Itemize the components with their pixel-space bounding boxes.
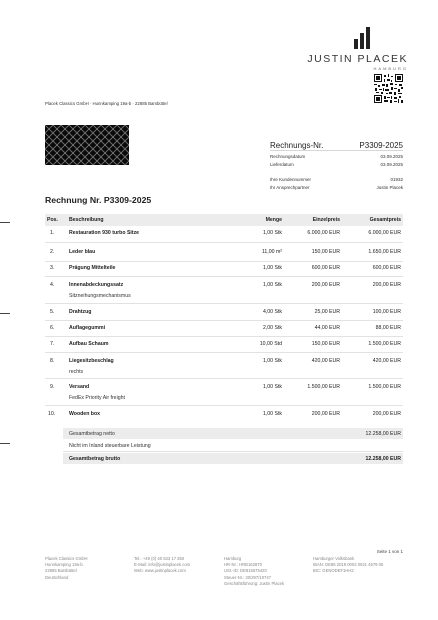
fold-mark-middle [0,313,10,314]
brand-name: JUSTIN PLACEK [307,53,408,65]
row-2-pos: 2. [50,249,55,255]
row-10-pos: 10. [48,411,56,417]
footer-contact: Tel.: +49 (0) 40 633 17 350 E-Mail: info@justinplacek.com Web: www.justinplacek.com [134,556,191,574]
row-5-pos: 5. [50,309,55,315]
row-6-total: 88,00 EUR [375,325,401,331]
net-total-label: Gesamtbetrag netto [69,431,115,437]
row-7-description: Aufbau Schaum [69,341,109,347]
page-indicator: Seite 1 von 1 [376,549,403,554]
row-4-description: Innenabdeckungssatz [69,282,124,288]
row-3-description: Prägung Mittelteile [69,265,116,271]
row-7-pos: 7. [50,341,55,347]
header-pos: Pos. [47,217,58,223]
row-divider [45,352,403,353]
row-divider [45,378,403,379]
header-quantity: Menge [265,217,282,223]
totals-divider [63,451,403,452]
sender-address-line: Placek Classics GmbH · Hunnkamping 19a-b · 22885 Barsbüttel [45,101,168,106]
invoice-title: Rechnung Nr. P3309-2025 [45,195,152,205]
gross-total-value: 12.258,00 EUR [365,456,401,462]
row-6-unit-price: 44,00 EUR [314,325,340,331]
row-10-description: Wooden box [69,411,101,417]
row-5-unit-price: 25,00 EUR [314,309,340,315]
row-10-unit-price: 200,00 EUR [311,411,340,417]
row-3-pos: 3. [50,265,55,271]
row-divider [45,261,403,262]
row-6-pos: 6. [50,325,55,331]
row-9-subtext: FedEx Priority Air freight [69,395,125,401]
row-5-total: 100,00 EUR [372,309,401,315]
meta-row-contact-person: Ihr Ansprechpartner Justin Placek [270,185,403,190]
row-divider [45,320,403,321]
row-8-quantity: 1,00 Stk [262,358,282,364]
row-5-quantity: 4,00 Stk [262,309,282,315]
row-1-unit-price: 6.000,00 EUR [307,230,340,236]
footer-company-address: Placek Classics GmbH Hunnkamping 19a-b 22885 Barsbüttel Deutschland [45,556,88,580]
row-1-pos: 1. [50,230,55,236]
meta-row-invoice-date: Rechnungsdatum 03.09.2025 [270,154,403,159]
row-5-description: Drahtzug [69,309,92,315]
header-description: Beschreibung [69,217,104,223]
gross-total-label: Gesamtbetrag brutto [69,456,121,462]
row-8-subtext: rechts [69,369,84,375]
row-4-quantity: 1,00 Stk [262,282,282,288]
row-10-quantity: 1,00 Stk [262,411,282,417]
row-9-description: Versand [69,384,90,390]
row-divider [45,303,403,304]
meta-row-customer-number: Ihre Kundennummer 01932 [270,177,403,182]
row-6-description: Auflagegummi [69,325,106,331]
row-2-total: 1.650,00 EUR [368,249,401,255]
fold-mark-top [0,222,10,223]
meta-row-delivery-date: Lieferdatum 03.09.2025 [270,162,403,167]
tax-note: Nicht im Inland steuerbare Leistung [69,443,151,449]
row-divider [45,242,403,243]
row-8-unit-price: 420,00 EUR [311,358,340,364]
row-2-unit-price: 150,00 EUR [311,249,340,255]
row-3-unit-price: 600,00 EUR [311,265,340,271]
row-9-total: 1.500,00 EUR [368,384,401,390]
fold-mark-bottom [0,443,10,444]
row-8-pos: 8. [50,358,55,364]
invoice-number-value: P3309-2025 [359,141,403,150]
row-1-quantity: 1,00 Stk [262,230,282,236]
row-3-quantity: 1,00 Stk [262,265,282,271]
row-9-pos: 9. [50,384,55,390]
footer-bank-details: Hamburger Volksbank IBAN: DE86 2019 0003 0021 4679 05 BIC: GENODEF1HH2 [313,556,384,574]
invoice-number-label: Rechnungs-Nr. [270,141,324,150]
row-1-total: 6.000,00 EUR [368,230,401,236]
row-divider [45,276,403,277]
qr-code-icon [374,74,403,103]
row-3-total: 600,00 EUR [372,265,401,271]
row-1-description: Restauration 930 turbo Sitze [69,230,140,236]
meta-divider [270,150,403,151]
row-6-quantity: 2,00 Stk [262,325,282,331]
brand-logo-icon [354,27,374,49]
row-divider [45,336,403,337]
row-4-total: 200,00 EUR [372,282,401,288]
row-4-unit-price: 200,00 EUR [311,282,340,288]
row-10-total: 200,00 EUR [372,411,401,417]
header-total-price: Gesamtpreis [369,217,401,223]
row-divider [45,405,403,406]
row-2-quantity: 11,00 m² [261,249,282,255]
net-total-value: 12.258,00 EUR [365,431,401,437]
row-4-subtext: Sitzneihungsmechanismus [69,293,131,299]
row-7-quantity: 10,00 Std [259,341,282,347]
row-2-description: Leder blau [69,249,96,255]
redacted-address-block [45,125,129,165]
header-unit-price: Einzelpreis [312,217,340,223]
row-7-total: 1.500,00 EUR [368,341,401,347]
brand-city: HAMBURG [373,66,408,71]
row-9-quantity: 1,00 Stk [262,384,282,390]
row-7-unit-price: 150,00 EUR [311,341,340,347]
row-8-description: Liegesitzbeschlag [69,358,114,364]
row-4-pos: 4. [50,282,55,288]
row-8-total: 420,00 EUR [372,358,401,364]
row-9-unit-price: 1.500,00 EUR [307,384,340,390]
footer-registration: Hamburg HR-Nr.: HRB162870 USt.-ID: DE815675420 Steuer-Nr.: 30/297/10747 Geschäftsführung: Justin Placek [224,556,285,586]
